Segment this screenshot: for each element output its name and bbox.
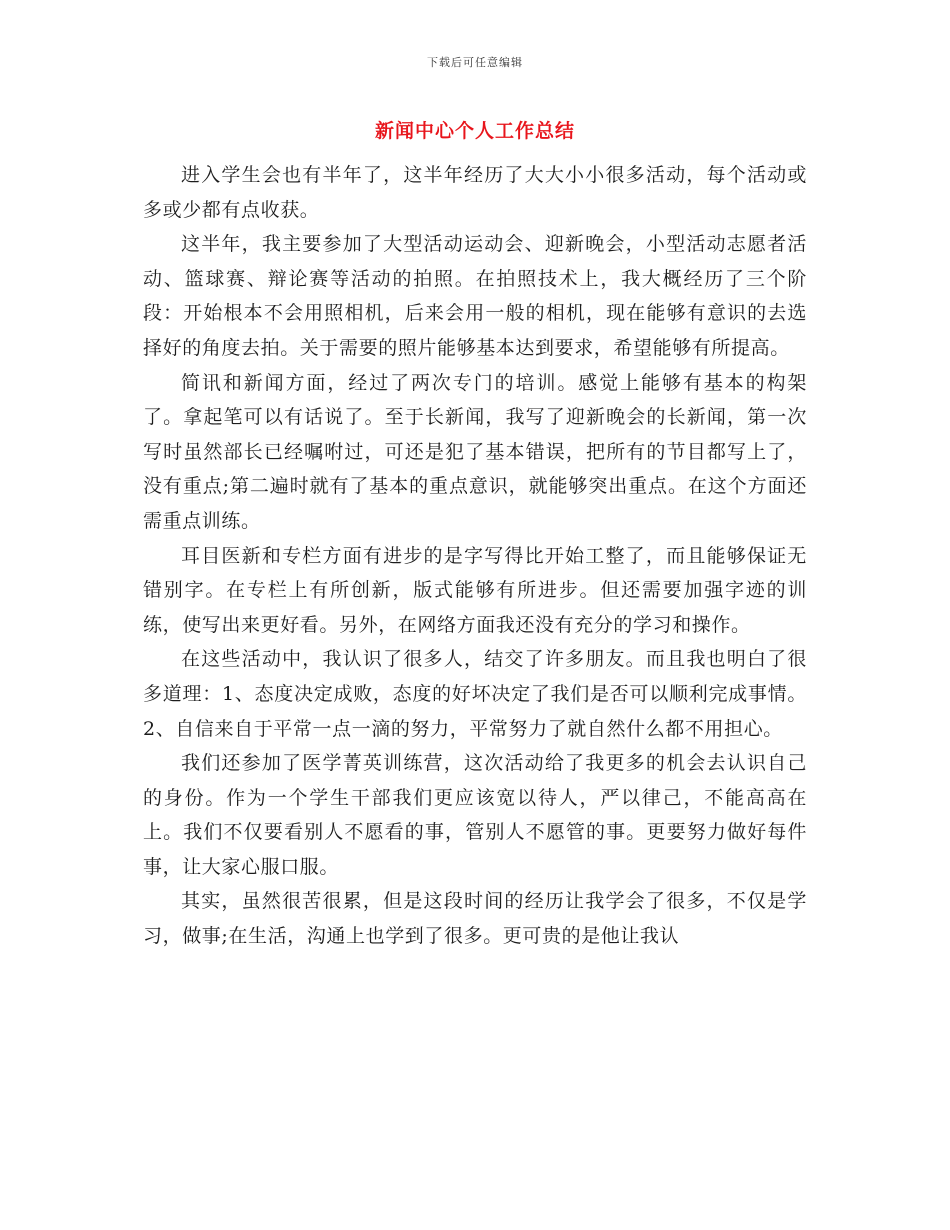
paragraph-1: 进入学生会也有半年了，这半年经历了大大小小很多活动，每个活动或多或少都有点收获。 bbox=[143, 164, 807, 221]
header-note: 下载后可任意编辑 bbox=[427, 56, 523, 69]
document-body bbox=[143, 158, 807, 954]
paragraph-2: 这半年，我主要参加了大型活动运动会、迎新晚会，小型活动志愿者活动、篮球赛、辩论赛等活动的拍照。在拍照技术上，我大概经历了三个阶段：开始根本不会用照相机，后来会用一般的相机，现在能够有意识的去选择好的角度去拍。关于需要的照片能够基本达到要求，希望能够有所提高。 bbox=[143, 233, 807, 359]
paragraph-4: 耳目医新和专栏方面有进步的是字写得比开始工整了，而且能够保证无错别字。在专栏上有所创新，版式能够有所进步。但还需要加强字迹的训练，使写出来更好看。另外，在网络方面我还没有充分的学习和操作。 bbox=[143, 544, 807, 636]
paragraph-5: 在这些活动中，我认识了很多人，结交了许多朋友。而且我也明白了很多道理：1、态度决定成败，态度的好坏决定了我们是否可以顺利完成事情。2、自信来自于平常一点一滴的努力，平常努力了就自然什么都不用担心。 bbox=[143, 648, 807, 740]
paragraph-3: 简讯和新闻方面，经过了两次专门的培训。感觉上能够有基本的构架了。拿起笔可以有话说了。至于长新闻，我写了迎新晚会的长新闻，第一次写时虽然部长已经嘱咐过，可还是犯了基本错误，把所有的节目都写上了，没有重点;第二遍时就有了基本的重点意识，就能够突出重点。在这个方面还需重点训练。 bbox=[143, 371, 807, 532]
paragraph-7: 其实，虽然很苦很累，但是这段时间的经历让我学会了很多，不仅是学习，做事;在生活，沟通上也学到了很多。更可贵的是他让我认 bbox=[143, 890, 807, 948]
document-title: 新闻中心个人工作总结 bbox=[374, 120, 575, 142]
paragraph-6: 我们还参加了医学菁英训练营，这次活动给了我更多的机会去认识自己的身份。作为一个学生干部我们更应该宽以待人，严以律己，不能高高在上。我们不仅要看别人不愿看的事，管别人不愿管的事。更要努力做好每件事，让大家心服口服。 bbox=[143, 752, 807, 878]
